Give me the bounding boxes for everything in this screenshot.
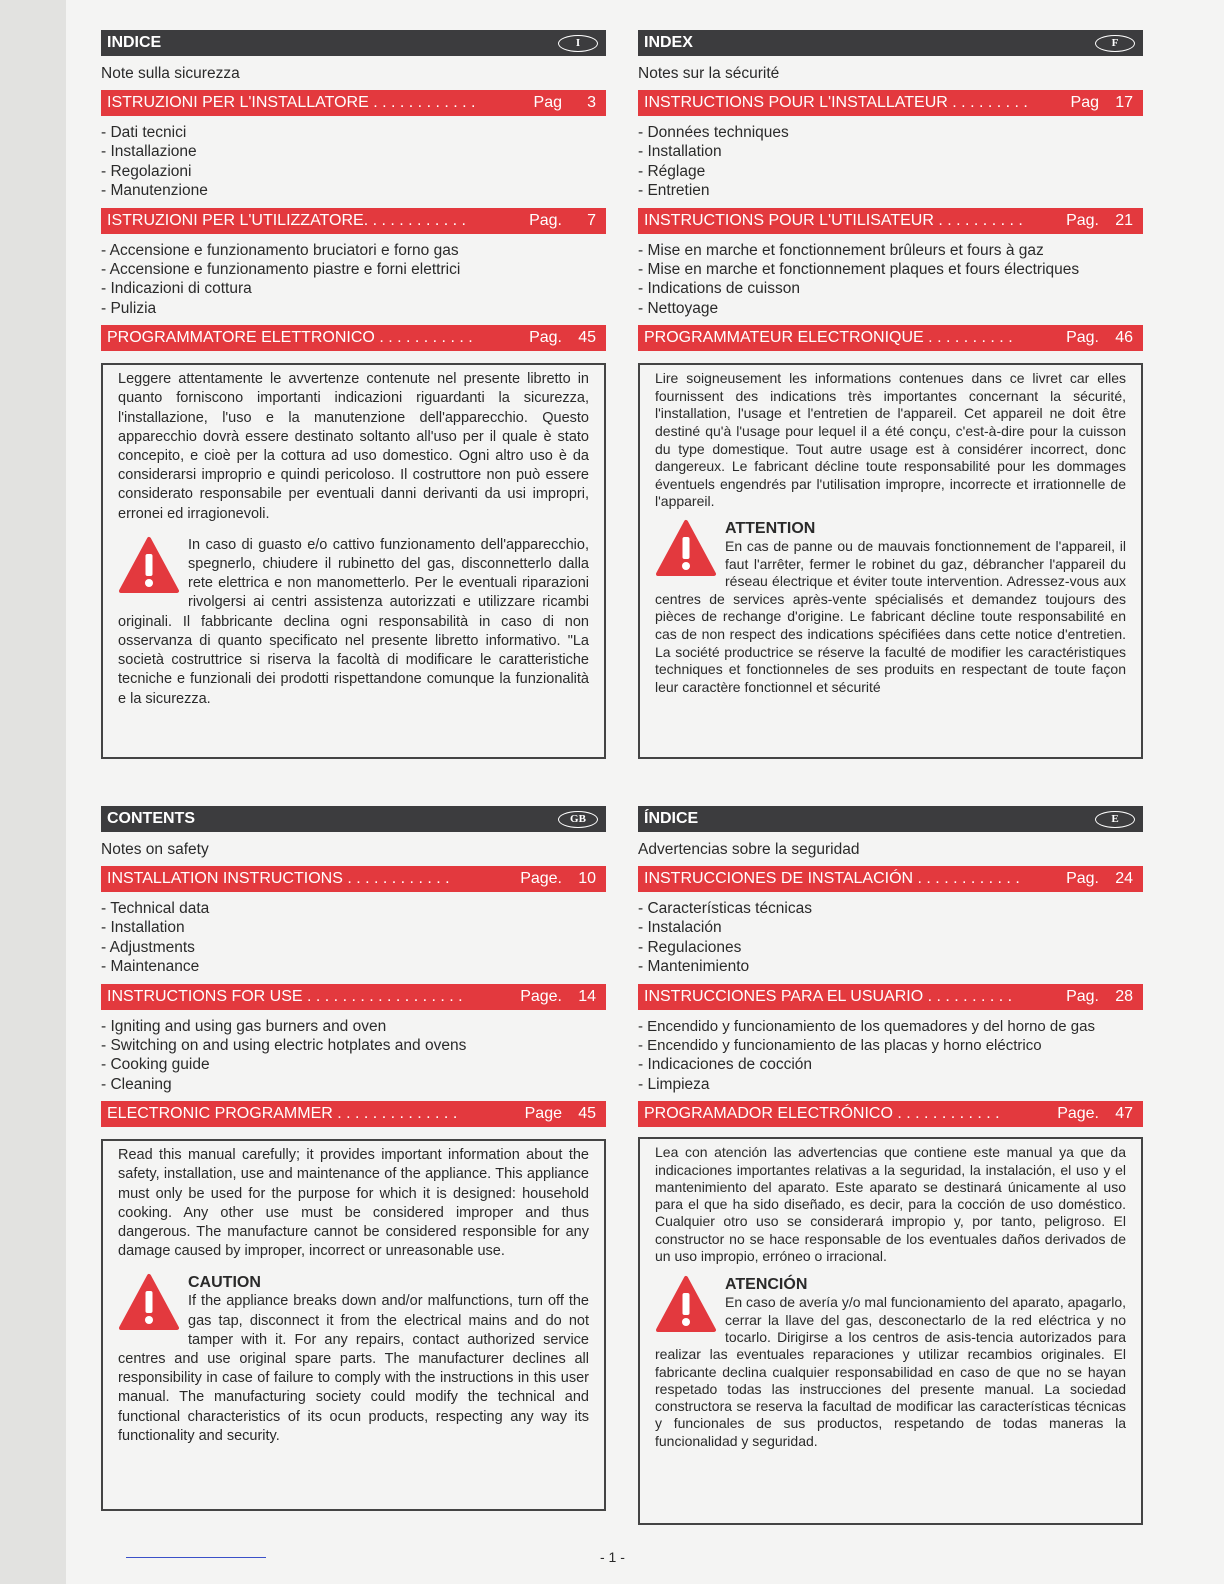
page-label: Pag. [529, 329, 562, 347]
english-warning [118, 1273, 589, 1446]
warning-text: En caso de avería y/o mal funcionamiento del aparato, apagarlo, cerrar la llave del gas, desconectarlo de la red eléctrica y no tocarlo. Dirigirse a los centros de asis-tencia autorizados para realizar las eventuales reparaciones y utilizar recambios originales. El fabricante declina cualquier responsabilidad en caso de que no se hayan respetado todas las instrucciones del presente manual. La sociedad constructora se reserva la facultad de modificar las características técnicas y funcionales de sus productos, respetando de todas maneras la funcionalidad y seguridad. [655, 1294, 1126, 1449]
page-label: Page. [1057, 1105, 1099, 1123]
page-number: 14 [578, 987, 596, 1005]
spanish-lang-badge: E [1095, 811, 1135, 828]
page-number: 46 [1115, 329, 1133, 347]
italian-index-title: INDICE [107, 34, 162, 51]
italian-installer-items [101, 123, 606, 201]
section-title: PROGRAMMATORE ELETTRONICO . . . . . . . . . . . [107, 329, 473, 347]
italian-section-programmer [101, 325, 606, 351]
warning-triangle-icon [118, 536, 180, 594]
section-title: INSTRUCTIONS POUR L'INSTALLATEUR . . . . . . . . . [644, 94, 1028, 111]
section-title: ISTRUZIONI PER L'UTILIZZATORE. . . . . . . . . . . . [107, 211, 466, 229]
list-item: - Indicaciones de cocción [638, 1056, 813, 1074]
warning-title: ATENCIÓN [725, 1276, 808, 1294]
page-label: Pag. [529, 211, 562, 229]
section-title: INSTRUCTIONS POUR L'UTILISATEUR . . . . . . . . . . [644, 211, 1023, 229]
warning-title: CAUTION [188, 1274, 261, 1292]
list-item: - Regolazioni [101, 162, 192, 180]
page-label: Pag [533, 94, 562, 111]
notice-text: Leggere attentamente le avvertenze contenute nel presente libretto in quanto forniscono importanti indicazioni riguardanti la sicurezza, l'installazione, l'uso e la manutenzione dell'apparecchio. Questo apparecchio dovrà essere destinato soltanto all'uso per il quale è stato concepito, e cioè per la cottura ad uso domestico. Ogni altro uso è da considerarsi improprio e quindi pericoloso. Il costruttore non può essere considerato responsabile per eventuali danni derivanti da usi impropri, erronei ed irragionevoli. [118, 371, 589, 522]
page-label: Pag. [1066, 870, 1099, 887]
italian-index-header [101, 30, 606, 56]
list-item: - Instalación [638, 919, 722, 937]
italian-section-user [101, 208, 606, 234]
list-item: - Pulizia [101, 299, 157, 317]
spanish-notice-box [638, 1137, 1143, 1525]
english-section-use [101, 984, 606, 1010]
list-item: - Accensione e funzionamento piastre e forni elettrici [101, 261, 461, 279]
footer-rule [126, 1557, 266, 1558]
italian-notice-box [101, 363, 606, 759]
list-item: - Mantenimiento [638, 958, 750, 976]
warning-triangle-icon [118, 1273, 180, 1331]
french-section-programmer [638, 325, 1143, 351]
list-item: - Installation [101, 919, 185, 937]
page-label: Pag. [1066, 329, 1099, 347]
list-item: - Mise en marche et fonctionnement brûleurs et fours à gaz [638, 241, 1044, 259]
warning-title: ATTENTION [725, 520, 816, 537]
english-contents-panel [101, 806, 606, 1511]
spanish-index-header [638, 806, 1143, 832]
french-index-title: INDEX [644, 34, 693, 51]
spanish-warning [655, 1275, 1126, 1450]
page-number: 7 [587, 211, 596, 229]
notice-text: Read this manual carefully; it provides important information about the safety, installation, use and maintenance of the appliance. This appliance must only be used for the purpose for which it is designed: household cooking. Any other use must be considered improper and thus dangerous. The manufacture cannot be considered responsible for any damage caused by improper, incorrect or unreasonable use. [118, 1147, 589, 1260]
section-title: ELECTRONIC PROGRAMMER . . . . . . . . . . . . . . [107, 1105, 458, 1123]
english-use-items [101, 1017, 606, 1095]
left-scan-strip [0, 0, 66, 1584]
list-item: - Accensione e funzionamento bruciatori e forno gas [101, 241, 459, 259]
list-item: - Limpieza [638, 1075, 710, 1093]
list-item: - Regulaciones [638, 938, 742, 956]
english-contents-title: CONTENTS [107, 810, 195, 827]
french-lang-badge: F [1095, 35, 1135, 52]
page-number: 3 [587, 94, 596, 111]
page-number: 47 [1115, 1105, 1133, 1123]
french-user-items [638, 241, 1143, 319]
page-label: Page [524, 1105, 562, 1123]
italian-warning [118, 536, 589, 709]
list-item: - Cooking guide [101, 1056, 210, 1074]
spanish-section-user [638, 984, 1143, 1010]
page-number: 24 [1115, 870, 1133, 887]
english-section-programmer [101, 1101, 606, 1127]
page-label: Pag [1070, 94, 1099, 111]
list-item: - Données techniques [638, 124, 789, 141]
list-item: - Réglage [638, 162, 706, 180]
english-safety-note: Notes on safety [101, 841, 209, 858]
spanish-index-title: ÍNDICE [644, 810, 699, 827]
english-notice-box [101, 1139, 606, 1511]
list-item: - Technical data [101, 900, 210, 917]
spanish-index-panel [638, 806, 1143, 1525]
spanish-installation-items [638, 899, 1143, 977]
spanish-section-installation [638, 866, 1143, 892]
french-installer-items [638, 123, 1143, 201]
notice-text: Lire soigneusement les informations contenues dans ce livret car elles fournissent des indications très importantes concernant la sécurité, l'installation, l'usage et l'entretien de l'appareil. Cet appareil ne doit être destiné qu'à l'usage pour lequel il a été conçu, c'est-à-dire pour la cuisson du type domestique. Tout autre usage est à considérer incorrect, donc dangereux. Le fabricant décline toute responsabilité pour les dommages éventuels engendrés par l'utilisation impropre, incorrecte et irrationnelle de l'appareil. [655, 370, 1126, 510]
notice-text: Lea con atención las advertencias que contiene este manual ya que da indicaciones importantes relativas a la seguridad, la instalación, el uso y el mantenimiento del aparato. Este aparato se destinará únicamente al uso para el que ha sido diseñado, es decir, para la cocción de uso doméstico. Cualquier otro uso se considerará impropio y, por tanto, peligroso. El constructor no se hace responsable de los eventuales daños derivados de un uso impropio, erróneo o irracional. [655, 1144, 1126, 1265]
french-section-installer [638, 90, 1143, 116]
warning-text: In caso di guasto e/o cattivo funzionamento dell'apparecchio, spegnerlo, chiudere il rubinetto del gas, disconnetterlo dalla rete elettrica e non manometterlo. Per le eventuali riparazioni rivolgersi ai centri assistenza autorizzati e utilizzare ricambi originali. Il fabbricante declina ogni responsabilità in caso di non osservanza di quanto specificato nel presente libretto informativo. "La società costruttrice si riserva la facoltà di modificare le caratteristiche tecniche e funzionali dei prodotti rispettandone comunque la funzionalità e la sicurezza. [118, 536, 589, 707]
page-label: Page. [520, 870, 562, 887]
page-number: 10 [578, 870, 596, 887]
warning-text: If the appliance breaks down and/or malfunctions, turn off the gas tap, disconnect it from the electrical mains and do not tamper with it. For any repairs, contact authorized service centres and use original spare parts. The manufacturer declines all responsibility in case of failure to comply with the instructions in this user manual. The manufacturing society could modify the technical and functional characteristics of its ocun products, respecting any way its functionality and security. [118, 1293, 589, 1444]
list-item: - Cleaning [101, 1075, 172, 1093]
list-item: - Adjustments [101, 938, 195, 956]
list-item: - Características técnicas [638, 900, 812, 917]
page-number: 17 [1115, 94, 1133, 111]
page-number: 21 [1115, 211, 1133, 229]
italian-index-panel [101, 30, 606, 759]
list-item: - Maintenance [101, 958, 200, 976]
english-installation-items [101, 899, 606, 977]
warning-triangle-icon [655, 519, 717, 577]
italian-user-items [101, 241, 606, 319]
page-number-footer: - 1 - [600, 1549, 625, 1565]
section-title: INSTRUCCIONES DE INSTALACIÓN . . . . . . . . . . . . [644, 870, 1020, 887]
english-section-installation [101, 866, 606, 892]
list-item: - Switching on and using electric hotplates and ovens [101, 1037, 467, 1055]
french-section-user [638, 208, 1143, 234]
list-item: - Indicazioni di cottura [101, 280, 252, 298]
list-item: - Manutenzione [101, 182, 208, 200]
section-title: INSTALLATION INSTRUCTIONS . . . . . . . . . . . . [107, 870, 450, 887]
list-item: - Igniting and using gas burners and oven [101, 1017, 387, 1035]
spanish-user-items [638, 1017, 1143, 1095]
section-title: INSTRUCCIONES PARA EL USUARIO . . . . . . . . . . [644, 987, 1013, 1005]
page-label: Page. [520, 987, 562, 1005]
french-safety-note: Notes sur la sécurité [638, 65, 780, 82]
page-number: 45 [578, 329, 596, 347]
italian-lang-badge: I [558, 35, 598, 52]
list-item: - Installation [638, 143, 722, 161]
spanish-section-programmer [638, 1101, 1143, 1127]
list-item: - Entretien [638, 182, 710, 200]
section-title: INSTRUCTIONS FOR USE . . . . . . . . . . . . . . . . . . [107, 987, 463, 1005]
spanish-safety-note: Advertencias sobre la seguridad [638, 841, 860, 858]
list-item: - Mise en marche et fonctionnement plaques et fours électriques [638, 261, 1080, 279]
section-title: PROGRAMADOR ELECTRÓNICO . . . . . . . . . . . . [644, 1105, 1000, 1123]
french-index-header [638, 30, 1143, 56]
section-title: PROGRAMMATEUR ELECTRONIQUE . . . . . . . . . . [644, 329, 1013, 347]
list-item: - Encendido y funcionamiento de las placas y horno eléctrico [638, 1037, 1042, 1055]
list-item: - Encendido y funcionamiento de los quemadores y del horno de gas [638, 1017, 1095, 1035]
french-index-panel [638, 30, 1143, 759]
warning-triangle-icon [655, 1275, 717, 1333]
french-notice-box [638, 363, 1143, 759]
list-item: - Dati tecnici [101, 124, 187, 141]
list-item: - Installazione [101, 143, 197, 161]
french-warning [655, 519, 1126, 696]
italian-safety-note: Note sulla sicurezza [101, 65, 240, 82]
english-lang-badge: GB [558, 811, 598, 828]
page-number: 28 [1115, 987, 1133, 1005]
italian-section-installer [101, 90, 606, 116]
list-item: - Indications de cuisson [638, 280, 800, 298]
english-contents-header [101, 806, 606, 832]
list-item: - Nettoyage [638, 299, 719, 317]
page-number: 45 [578, 1105, 596, 1123]
warning-text: En cas de panne ou de mauvais fonctionnement de l'appareil, il faut l'arrêter, fermer le robinet du gaz, débrancher l'appareil du réseau électrique et éviter toute intervention. Adressez-vous aux centres de services après-vente spécialisés et demandez toujours des pièces de rechange d'origine. Le fabricant décline toute responsabilité en cas de non respect des indications spécifiées dans cette notice d'entretien. La société productrice se réserve la faculté de modifier les caractéristiques techniques et fonctionneles de ses produits en respectant de toute façon leur caractère fonctionnel et sécurité [655, 538, 1126, 695]
page-label: Pag. [1066, 987, 1099, 1005]
section-title: ISTRUZIONI PER L'INSTALLATORE . . . . . . . . . . . . [107, 94, 476, 111]
page-label: Pag. [1066, 211, 1099, 229]
